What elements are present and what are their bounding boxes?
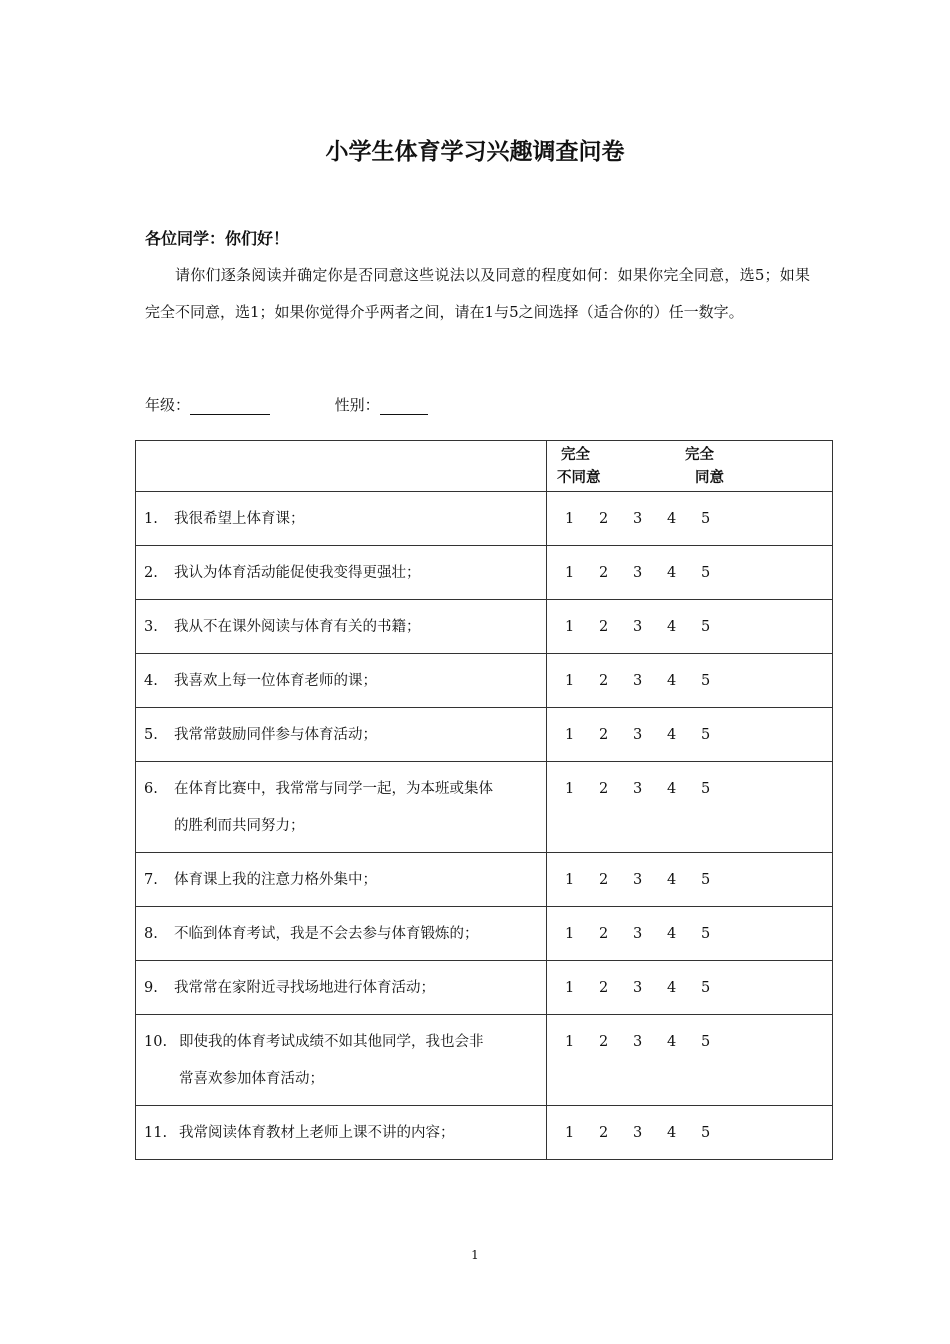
table-row [136, 1106, 833, 1160]
rating-option-4[interactable]: 4 [667, 781, 677, 797]
page-title: 小学生体育学习兴趣调查问卷 [325, 139, 625, 165]
table-header-row [136, 441, 833, 492]
rating-cell [547, 546, 833, 600]
table-row [136, 492, 833, 546]
rating-option-3[interactable]: 3 [633, 619, 643, 635]
question-text-continued: 常喜欢参加体育活动； [179, 1071, 324, 1087]
question-number: 10. [144, 1034, 168, 1050]
grade-field [145, 394, 270, 415]
gender-label: 性别： [334, 396, 380, 414]
rating-option-2[interactable]: 2 [599, 781, 609, 797]
rating-option-2[interactable]: 2 [599, 619, 609, 635]
table-row [136, 708, 833, 762]
question-number: 11. [144, 1125, 168, 1141]
rating-cell [547, 708, 833, 762]
rating-option-5[interactable]: 5 [701, 673, 711, 689]
page-number: 1 [471, 1248, 479, 1262]
rating-cell [547, 853, 833, 907]
rating-option-3[interactable]: 3 [633, 511, 643, 527]
rating-option-1[interactable]: 1 [565, 565, 575, 581]
rating-option-1[interactable]: 1 [565, 727, 575, 743]
header-scale-cell [547, 441, 833, 492]
question-cell [136, 492, 547, 546]
rating-option-2[interactable]: 2 [599, 872, 609, 888]
rating-option-4[interactable]: 4 [667, 727, 677, 743]
rating-option-5[interactable]: 5 [701, 619, 711, 635]
rating-option-4[interactable]: 4 [667, 980, 677, 996]
question-cell [136, 1106, 547, 1160]
rating-option-3[interactable]: 3 [633, 1034, 643, 1050]
question-text: 我从不在课外阅读与体育有关的书籍； [174, 619, 421, 635]
rating-option-4[interactable]: 4 [667, 1125, 677, 1141]
rating-option-4[interactable]: 4 [667, 926, 677, 942]
question-cell [136, 1015, 547, 1106]
question-cell [136, 961, 547, 1015]
rating-option-5[interactable]: 5 [701, 926, 711, 942]
rating-option-1[interactable]: 1 [565, 980, 575, 996]
rating-option-5[interactable]: 5 [701, 781, 711, 797]
question-text: 我认为体育活动能促使我变得更强壮； [174, 565, 421, 581]
question-number: 8. [144, 926, 158, 942]
rating-option-5[interactable]: 5 [701, 511, 711, 527]
rating-option-3[interactable]: 3 [633, 926, 643, 942]
rating-option-3[interactable]: 3 [633, 781, 643, 797]
question-cell [136, 600, 547, 654]
scale-left-label-bottom: 不同意 [557, 470, 601, 486]
question-text: 在体育比赛中，我常常与同学一起，为本班或集体 [174, 781, 493, 797]
rating-option-2[interactable]: 2 [599, 1125, 609, 1141]
rating-cell [547, 1106, 833, 1160]
rating-option-2[interactable]: 2 [599, 565, 609, 581]
table-row [136, 600, 833, 654]
rating-option-1[interactable]: 1 [565, 872, 575, 888]
question-text: 我常常在家附近寻找场地进行体育活动； [174, 980, 435, 996]
instructions: 请你们逐条阅读并确定你是否同意这些说法以及同意的程度如何：如果你完全同意，选5；如果完全不同意，选1；如果你觉得介乎两者之间，请在1与5之间选择（适合你的）任一数字。 [145, 266, 810, 321]
grade-input-blank[interactable] [190, 398, 270, 415]
rating-option-5[interactable]: 5 [701, 1125, 711, 1141]
rating-cell [547, 1015, 833, 1106]
question-cell [136, 762, 547, 853]
rating-option-1[interactable]: 1 [565, 1125, 575, 1141]
rating-option-3[interactable]: 3 [633, 673, 643, 689]
rating-option-3[interactable]: 3 [633, 980, 643, 996]
rating-option-5[interactable]: 5 [701, 727, 711, 743]
rating-option-1[interactable]: 1 [565, 673, 575, 689]
rating-cell [547, 492, 833, 546]
question-text-continued: 的胜利而共同努力； [174, 818, 305, 834]
greeting: 各位同学：你们好！ [145, 229, 290, 248]
table-row [136, 853, 833, 907]
survey-table [135, 440, 833, 1160]
question-cell [136, 546, 547, 600]
rating-option-4[interactable]: 4 [667, 673, 677, 689]
question-number: 2. [144, 565, 158, 581]
info-fields [145, 394, 428, 415]
question-text: 我常常鼓励同伴参与体育活动； [174, 727, 377, 743]
rating-option-2[interactable]: 2 [599, 511, 609, 527]
rating-option-2[interactable]: 2 [599, 980, 609, 996]
rating-option-1[interactable]: 1 [565, 926, 575, 942]
grade-label: 年级： [145, 396, 191, 414]
gender-field [335, 394, 428, 415]
question-number: 7. [144, 872, 158, 888]
rating-option-5[interactable]: 5 [701, 872, 711, 888]
question-cell [136, 907, 547, 961]
table-row [136, 1015, 833, 1106]
rating-cell [547, 654, 833, 708]
rating-option-4[interactable]: 4 [667, 1034, 677, 1050]
header-question-cell [136, 441, 547, 492]
scale-left-label-top: 完全 [561, 447, 590, 463]
rating-option-3[interactable]: 3 [633, 872, 643, 888]
question-text: 不临到体育考试，我是不会去参与体育锻炼的； [174, 926, 479, 942]
question-number: 3. [144, 619, 158, 635]
rating-option-4[interactable]: 4 [667, 565, 677, 581]
rating-option-3[interactable]: 3 [633, 1125, 643, 1141]
question-text: 体育课上我的注意力格外集中； [174, 872, 377, 888]
rating-option-1[interactable]: 1 [565, 781, 575, 797]
scale-right-label-top: 完全 [685, 447, 714, 463]
question-number: 9. [144, 980, 158, 996]
rating-option-1[interactable]: 1 [565, 1034, 575, 1050]
rating-option-3[interactable]: 3 [633, 565, 643, 581]
question-cell [136, 853, 547, 907]
question-text: 我常阅读体育教材上老师上课不讲的内容； [179, 1125, 455, 1141]
rating-option-4[interactable]: 4 [667, 872, 677, 888]
question-text: 我很希望上体育课； [174, 511, 305, 527]
scale-right-label-bottom: 同意 [695, 470, 724, 486]
table-row [136, 546, 833, 600]
rating-cell [547, 762, 833, 853]
question-number: 4. [144, 673, 158, 689]
table-row [136, 907, 833, 961]
rating-option-2[interactable]: 2 [599, 673, 609, 689]
question-number: 6. [144, 781, 158, 797]
rating-option-5[interactable]: 5 [701, 1034, 711, 1050]
rating-option-4[interactable]: 4 [667, 511, 677, 527]
question-text: 我喜欢上每一位体育老师的课； [174, 673, 377, 689]
question-cell [136, 654, 547, 708]
rating-option-2[interactable]: 2 [599, 1034, 609, 1050]
question-number: 5. [144, 727, 158, 743]
rating-option-3[interactable]: 3 [633, 727, 643, 743]
rating-cell [547, 600, 833, 654]
rating-option-5[interactable]: 5 [701, 565, 711, 581]
table-row [136, 762, 833, 853]
rating-option-5[interactable]: 5 [701, 980, 711, 996]
gender-input-blank[interactable] [380, 398, 428, 415]
rating-cell [547, 961, 833, 1015]
question-cell [136, 708, 547, 762]
rating-option-1[interactable]: 1 [565, 511, 575, 527]
rating-option-4[interactable]: 4 [667, 619, 677, 635]
table-row [136, 654, 833, 708]
table-row [136, 961, 833, 1015]
rating-option-1[interactable]: 1 [565, 619, 575, 635]
question-text: 即使我的体育考试成绩不如其他同学，我也会非 [179, 1034, 484, 1050]
question-number: 1. [144, 511, 158, 527]
rating-option-2[interactable]: 2 [599, 926, 609, 942]
rating-cell [547, 907, 833, 961]
rating-option-2[interactable]: 2 [599, 727, 609, 743]
